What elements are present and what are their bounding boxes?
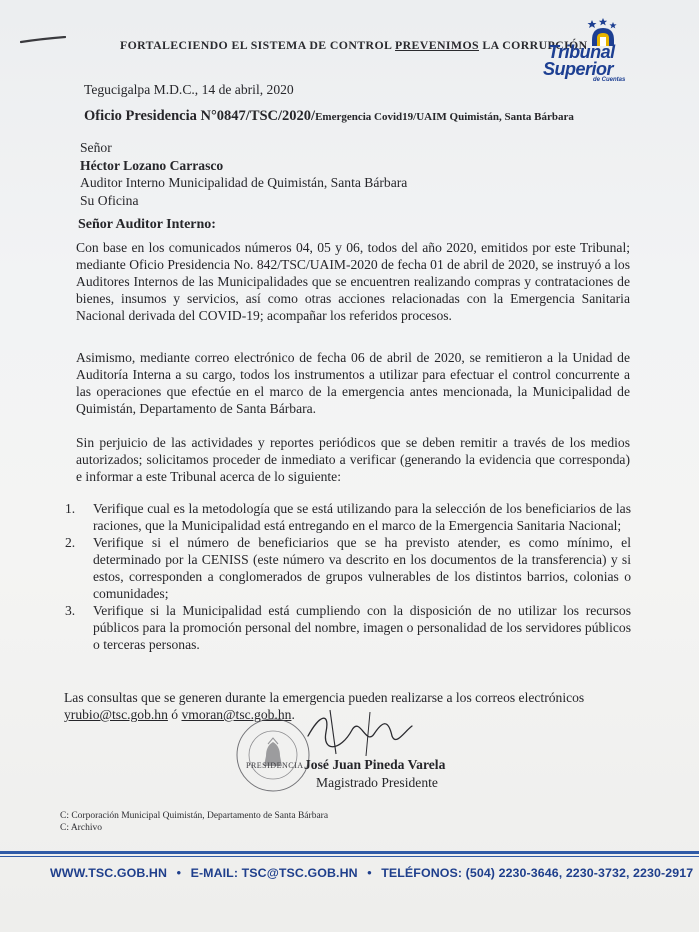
footer-contact <box>50 866 693 880</box>
cc-line-2: C: Archivo <box>60 823 102 833</box>
bullet-dot-icon: • <box>176 866 182 880</box>
cc-line-1: C: Corporación Municipal Quimistán, Departamento de Santa Bárbara <box>60 811 329 821</box>
slogan-pre: FORTALECIENDO EL SISTEMA DE CONTROL <box>120 38 392 52</box>
slogan-post: LA CORRUPCIÓN <box>482 38 588 52</box>
seal-text: PRESIDENCIA <box>246 761 304 770</box>
bullet-dot-icon: • <box>367 866 372 880</box>
slogan-emphasis: PREVENIMOS <box>395 38 479 52</box>
list-item-text: Verifique si el número de beneficiarios que se ha previsto atender, es como mínimo, el determinado por la CENISS (este número va descrito en los documentos de la transferencia) y si estos, corresponden a conglomerados de grupos vulnerables de los distintos barrios, colonias o comunidades; <box>93 535 631 601</box>
list-item-number: 3. <box>65 603 76 618</box>
pen-stroke-mark <box>20 36 66 44</box>
signer-title: Magistrado Presidente <box>316 775 438 790</box>
recipient-office: Su Oficina <box>80 192 139 208</box>
footer-rule-thin <box>0 856 699 857</box>
paragraph-1: Con base en los comunicados números 04, 05 y 06, todos del año 2020, emitidos por este Tribunal; mediante Oficio Presidencia No. 842/TSC/UAIM-2020 de fecha 01 de abril de 2020, se instruyó a los Auditores Internos de las Municipalidades que se encuentren realizando compras y contrataciones de bienes, insumos y servicios, así como otras acciones relacionadas con la Emergencia Sanitaria Nacional derivada del COVID-19; acompañar los referidos procesos. <box>76 240 630 323</box>
closing-text: Las consultas que se generen durante la emergencia pueden realizarse a los correos electrónicos <box>64 690 585 705</box>
list-item <box>65 500 631 534</box>
logo-text-superior: Superior <box>543 59 614 79</box>
list-item-number: 2. <box>65 535 76 550</box>
request-list <box>65 500 631 653</box>
logo-text-de-cuentas: de Cuentas <box>593 77 626 83</box>
recipient-name: Héctor Lozano Carrasco <box>80 157 224 173</box>
footer-web[interactable]: WWW.TSC.GOB.HN <box>50 866 168 880</box>
footer-email[interactable]: E-MAIL: TSC@TSC.GOB.HN <box>190 866 358 880</box>
list-item-text: Verifique si la Municipalidad está cumpliendo con la disposición de no utilizar los recursos públicos para la promoción personal del nombre, imagen o personalidad de los servidores públicos o terceras personas. <box>93 603 631 652</box>
list-item-number: 1. <box>65 501 76 516</box>
paragraph-2: Asimismo, mediante correo electrónico de fecha 06 de abril de 2020, se remitieron a la Unidad de Auditoría Interna a su cargo, todos los instrumentos a utilizar para efectuar el control concurrente a las operaciones que efectúe en el marco de la emergencia antes mencionada, la Municipalidad de Quimistán, Departamento de Santa Bárbara. <box>76 350 630 416</box>
email-separator: ó <box>167 707 182 722</box>
oficio-reference <box>84 107 574 125</box>
letter-date: Tegucigalpa M.D.C., 14 de abril, 2020 <box>84 82 294 97</box>
oficio-subject: Emergencia Covid19/UAIM Quimistán, Santa Bárbara <box>315 111 574 123</box>
paragraph-3: Sin perjuicio de las actividades y reportes periódicos que se deben remitir a través de los medios autorizados; solicitamos proceder de inmediato a verificar (generando la evidencia que corresponda) e informar a este Tribunal acerca de lo siguiente: <box>76 435 630 484</box>
recipient-block <box>80 139 407 209</box>
list-item-text: Verifique cual es la metodología que se está utilizando para la selección de los beneficiarios de las raciones, que la Municipalidad está entregando en el marco de la Emergencia Sanitaria Nacional; <box>93 501 631 533</box>
recipient-position: Auditor Interno Municipalidad de Quimistán, Santa Bárbara <box>80 175 408 190</box>
recipient-title: Señor <box>80 140 112 155</box>
email-end: . <box>291 707 295 722</box>
carbon-copy-list <box>60 810 328 834</box>
handwritten-signature <box>300 706 420 762</box>
header-slogan <box>120 38 588 53</box>
footer-rule-thick <box>0 851 699 854</box>
oficio-number: Oficio Presidencia N°0847/TSC/2020/ <box>84 108 316 124</box>
salutation: Señor Auditor Interno: <box>78 217 216 232</box>
email-link-yrubio[interactable]: yrubio@tsc.gob.hn <box>64 707 168 722</box>
list-item <box>65 602 631 653</box>
email-link-vmoran[interactable]: vmoran@tsc.gob.hn <box>181 707 292 722</box>
signer-name: José Juan Pineda Varela <box>304 757 446 772</box>
footer-phones: TELÉFONOS: (504) 2230-3646, 2230-3732, 2230-2917 <box>381 866 694 880</box>
logo-text-tribunal: Tribunal <box>548 42 615 62</box>
list-item <box>65 534 631 602</box>
